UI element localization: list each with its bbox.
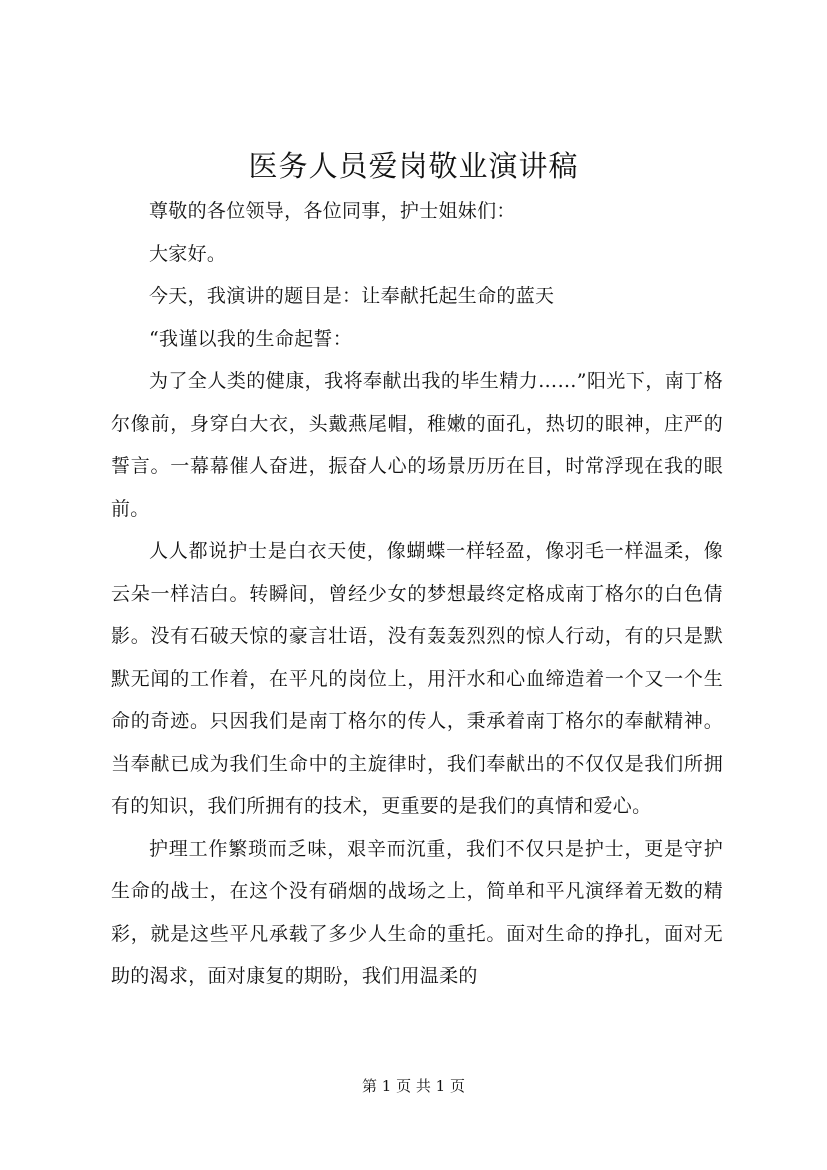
paragraph-salutation: 尊敬的各位领导，各位同事，护士姐妹们：: [149, 200, 516, 222]
document-title: 医务人员爱岗敬业演讲稿: [248, 149, 579, 183]
page-footer: 第 1 页 共 1 页: [362, 1077, 465, 1095]
paragraph-oath-opening: “我谨以我的生命起誓：: [149, 327, 353, 350]
paragraph-greeting: 大家好。: [149, 242, 227, 265]
document-body: [111, 190, 723, 998]
paragraph-oath-scene: 为了全人类的健康，我将奉献出我的毕生精力……”阳光下，南丁格尔像前，身穿白大衣，头戴燕尾帽，稚嫩的面孔，热切的眼神，庄严的誓言。一幕幕催人奋进，振奋人心的场景历历在目，时常浮现在我的眼前。: [111, 370, 723, 520]
paragraph-topic: 今天，我演讲的题目是：让奉献托起生命的蓝天: [149, 285, 555, 307]
paragraph-nursing-work: 护理工作繁琐而乏味，艰辛而沉重，我们不仅只是护士，更是守护生命的战士，在这个没有硝烟的战场之上，简单和平凡演绎着无数的精彩，就是这些平凡承载了多少人生命的重托。面对生命的挣扎，面对无助的渴求，面对康复的期盼，我们用温柔的: [111, 837, 723, 987]
paragraph-white-angel: 人人都说护士是白衣天使，像蝴蝶一样轻盈，像羽毛一样温柔，像云朵一样洁白。转瞬间，曾经少女的梦想最终定格成南丁格尔的白色倩影。没有石破天惊的豪言壮语，没有轰轰烈烈的惊人行动，有的只是默默无闻的工作着，在平凡的岗位上，用汗水和心血缔造着一个又一个生命的奇迹。只因我们是南丁格尔的传人，秉承着南丁格尔的奉献精神。当奉献已成为我们生命中的主旋律时，我们奉献出的不仅仅是我们所拥有的知识，我们所拥有的技术，更重要的是我们的真情和爱心。: [111, 540, 723, 817]
